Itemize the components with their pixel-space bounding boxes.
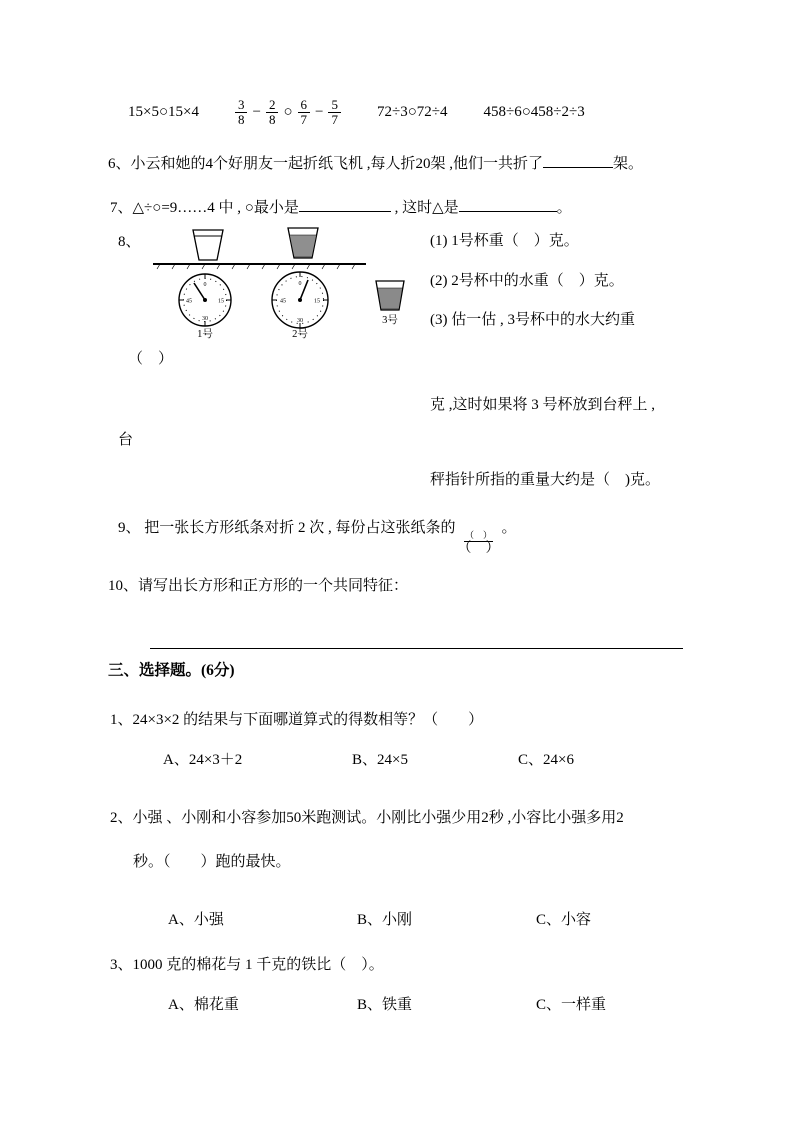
dial-1-number-left: 45 <box>186 298 192 305</box>
cup-3-label: 3号 <box>382 315 398 326</box>
choice-1-option-c: C、24×6 <box>518 752 574 768</box>
question-9-fraction-denominator: （ ） <box>457 541 500 556</box>
scale-dial-2 <box>272 272 328 328</box>
scale-dial-1 <box>179 274 231 326</box>
choice-2-option-a: A、小强 <box>168 912 224 928</box>
comparison-expr-2 <box>235 98 341 128</box>
question-8-line-2: (2) 2号杯中的水重（ ）克。 <box>430 273 624 289</box>
fraction-denominator: 8 <box>268 112 276 128</box>
minus-sign: − <box>315 104 324 121</box>
fraction-denominator: 7 <box>300 112 308 128</box>
fraction-3-8 <box>235 98 248 128</box>
dial-1-number-right: 15 <box>218 298 224 305</box>
question-8-line-6: 台 <box>118 432 134 448</box>
fraction-5-7 <box>328 98 341 128</box>
choice-2-option-b: B、小刚 <box>357 912 413 928</box>
question-7-blank-1 <box>299 196 391 212</box>
choice-3-option-c: C、一样重 <box>536 997 607 1013</box>
comparison-expr-1: 15×5○15×4 <box>128 104 199 121</box>
question-8-line-4: （ ） <box>128 351 174 367</box>
fraction-numerator: 2 <box>266 98 279 113</box>
cup-1 <box>193 230 223 260</box>
compare-circle: ○ <box>283 104 293 121</box>
choice-3-stem: 3、1000 克的棉花与 1 千克的铁比（ ）。 <box>110 957 384 973</box>
fraction-numerator: 5 <box>328 98 341 113</box>
question-7-blank-2 <box>459 196 557 212</box>
question-9-suffix: 。 <box>501 520 517 536</box>
fraction-2-8 <box>266 98 279 128</box>
dial-2-label: 2号 <box>292 329 308 340</box>
question-9-text: 9、 把一张长方形纸条对折 2 次 , 每份占这张纸条的 <box>118 520 456 536</box>
choice-2-option-c: C、小容 <box>536 912 592 928</box>
question-10: 10、请写出长方形和正方形的一个共同特征： <box>108 578 409 594</box>
question-6-blank <box>543 152 613 168</box>
dial-2-number-bottom: 30 <box>297 318 303 324</box>
scale-platform-beam <box>153 264 366 269</box>
question-6-text: 6、小云和她的4个好朋友一起折纸飞机 ,每人折20架 ,他们一共折了 <box>108 156 544 172</box>
question-8-line-5: 克 ,这时如果将 3 号杯放到台秤上 , <box>430 397 656 413</box>
choice-3-option-a: A、棉花重 <box>168 997 239 1013</box>
choice-1-stem: 1、24×3×2 的结果与下面哪道算式的得数相等？（ ） <box>110 712 484 728</box>
question-6-suffix: 架。 <box>613 156 644 172</box>
question-8-line-3: (3) 估一估 , 3号杯中的水大约重 <box>430 312 635 328</box>
dial-1-label: 1号 <box>197 329 213 340</box>
choice-2-stem-line-1: 2、小强 、小刚和小容参加50米跑测试。小刚比小强少用2秒 ,小容比小强多用2 <box>110 810 624 826</box>
section-3-title: 三、选择题。(6分) <box>108 662 235 679</box>
question-9-fraction-blank <box>458 531 500 556</box>
dial-2-number-left: 45 <box>280 298 286 305</box>
question-10-answer-line <box>150 648 683 649</box>
dial-1-number-bottom: 30 <box>202 316 208 322</box>
choice-3-option-b: B、铁重 <box>357 997 413 1013</box>
minus-sign: − <box>252 104 261 121</box>
question-7-text-1: 7、△÷○=9……4 中 , ○最小是 <box>110 200 299 216</box>
question-8-number: 8、 <box>118 234 141 250</box>
question-7-text-3: 。 <box>556 200 572 216</box>
comparison-row <box>128 98 585 128</box>
question-9-fraction-numerator: （ ） <box>465 530 493 540</box>
question-8-figure <box>148 224 418 340</box>
cup-3 <box>376 281 404 310</box>
dial-1-number-top: 0 <box>203 282 207 288</box>
question-8-line-1: (1) 1号杯重（ ）克。 <box>430 233 579 249</box>
question-9 <box>118 516 517 556</box>
fraction-numerator: 3 <box>235 98 248 113</box>
dial-2-number-right: 15 <box>314 298 320 305</box>
comparison-expr-3: 72÷3○72÷4 <box>376 104 448 121</box>
question-7 <box>110 196 572 217</box>
fraction-denominator: 8 <box>237 112 245 128</box>
fraction-6-7 <box>298 98 311 128</box>
fraction-denominator: 7 <box>331 112 338 128</box>
choice-2-stem-line-2: 秒。（ ）跑的最快。 <box>133 854 291 870</box>
choice-1-option-a: A、24×3＋2 <box>163 752 243 768</box>
question-8-line-7: 秤指针所指的重量大约是（ )克。 <box>430 472 660 488</box>
fraction-numerator: 6 <box>298 98 311 113</box>
cup-2 <box>288 228 318 258</box>
question-6 <box>108 152 643 173</box>
question-7-text-2: , 这时△是 <box>390 200 459 216</box>
comparison-expr-4: 458÷6○458÷2÷3 <box>483 104 585 121</box>
dial-2-number-top: 0 <box>298 281 302 287</box>
choice-1-option-b: B、24×5 <box>352 752 408 768</box>
